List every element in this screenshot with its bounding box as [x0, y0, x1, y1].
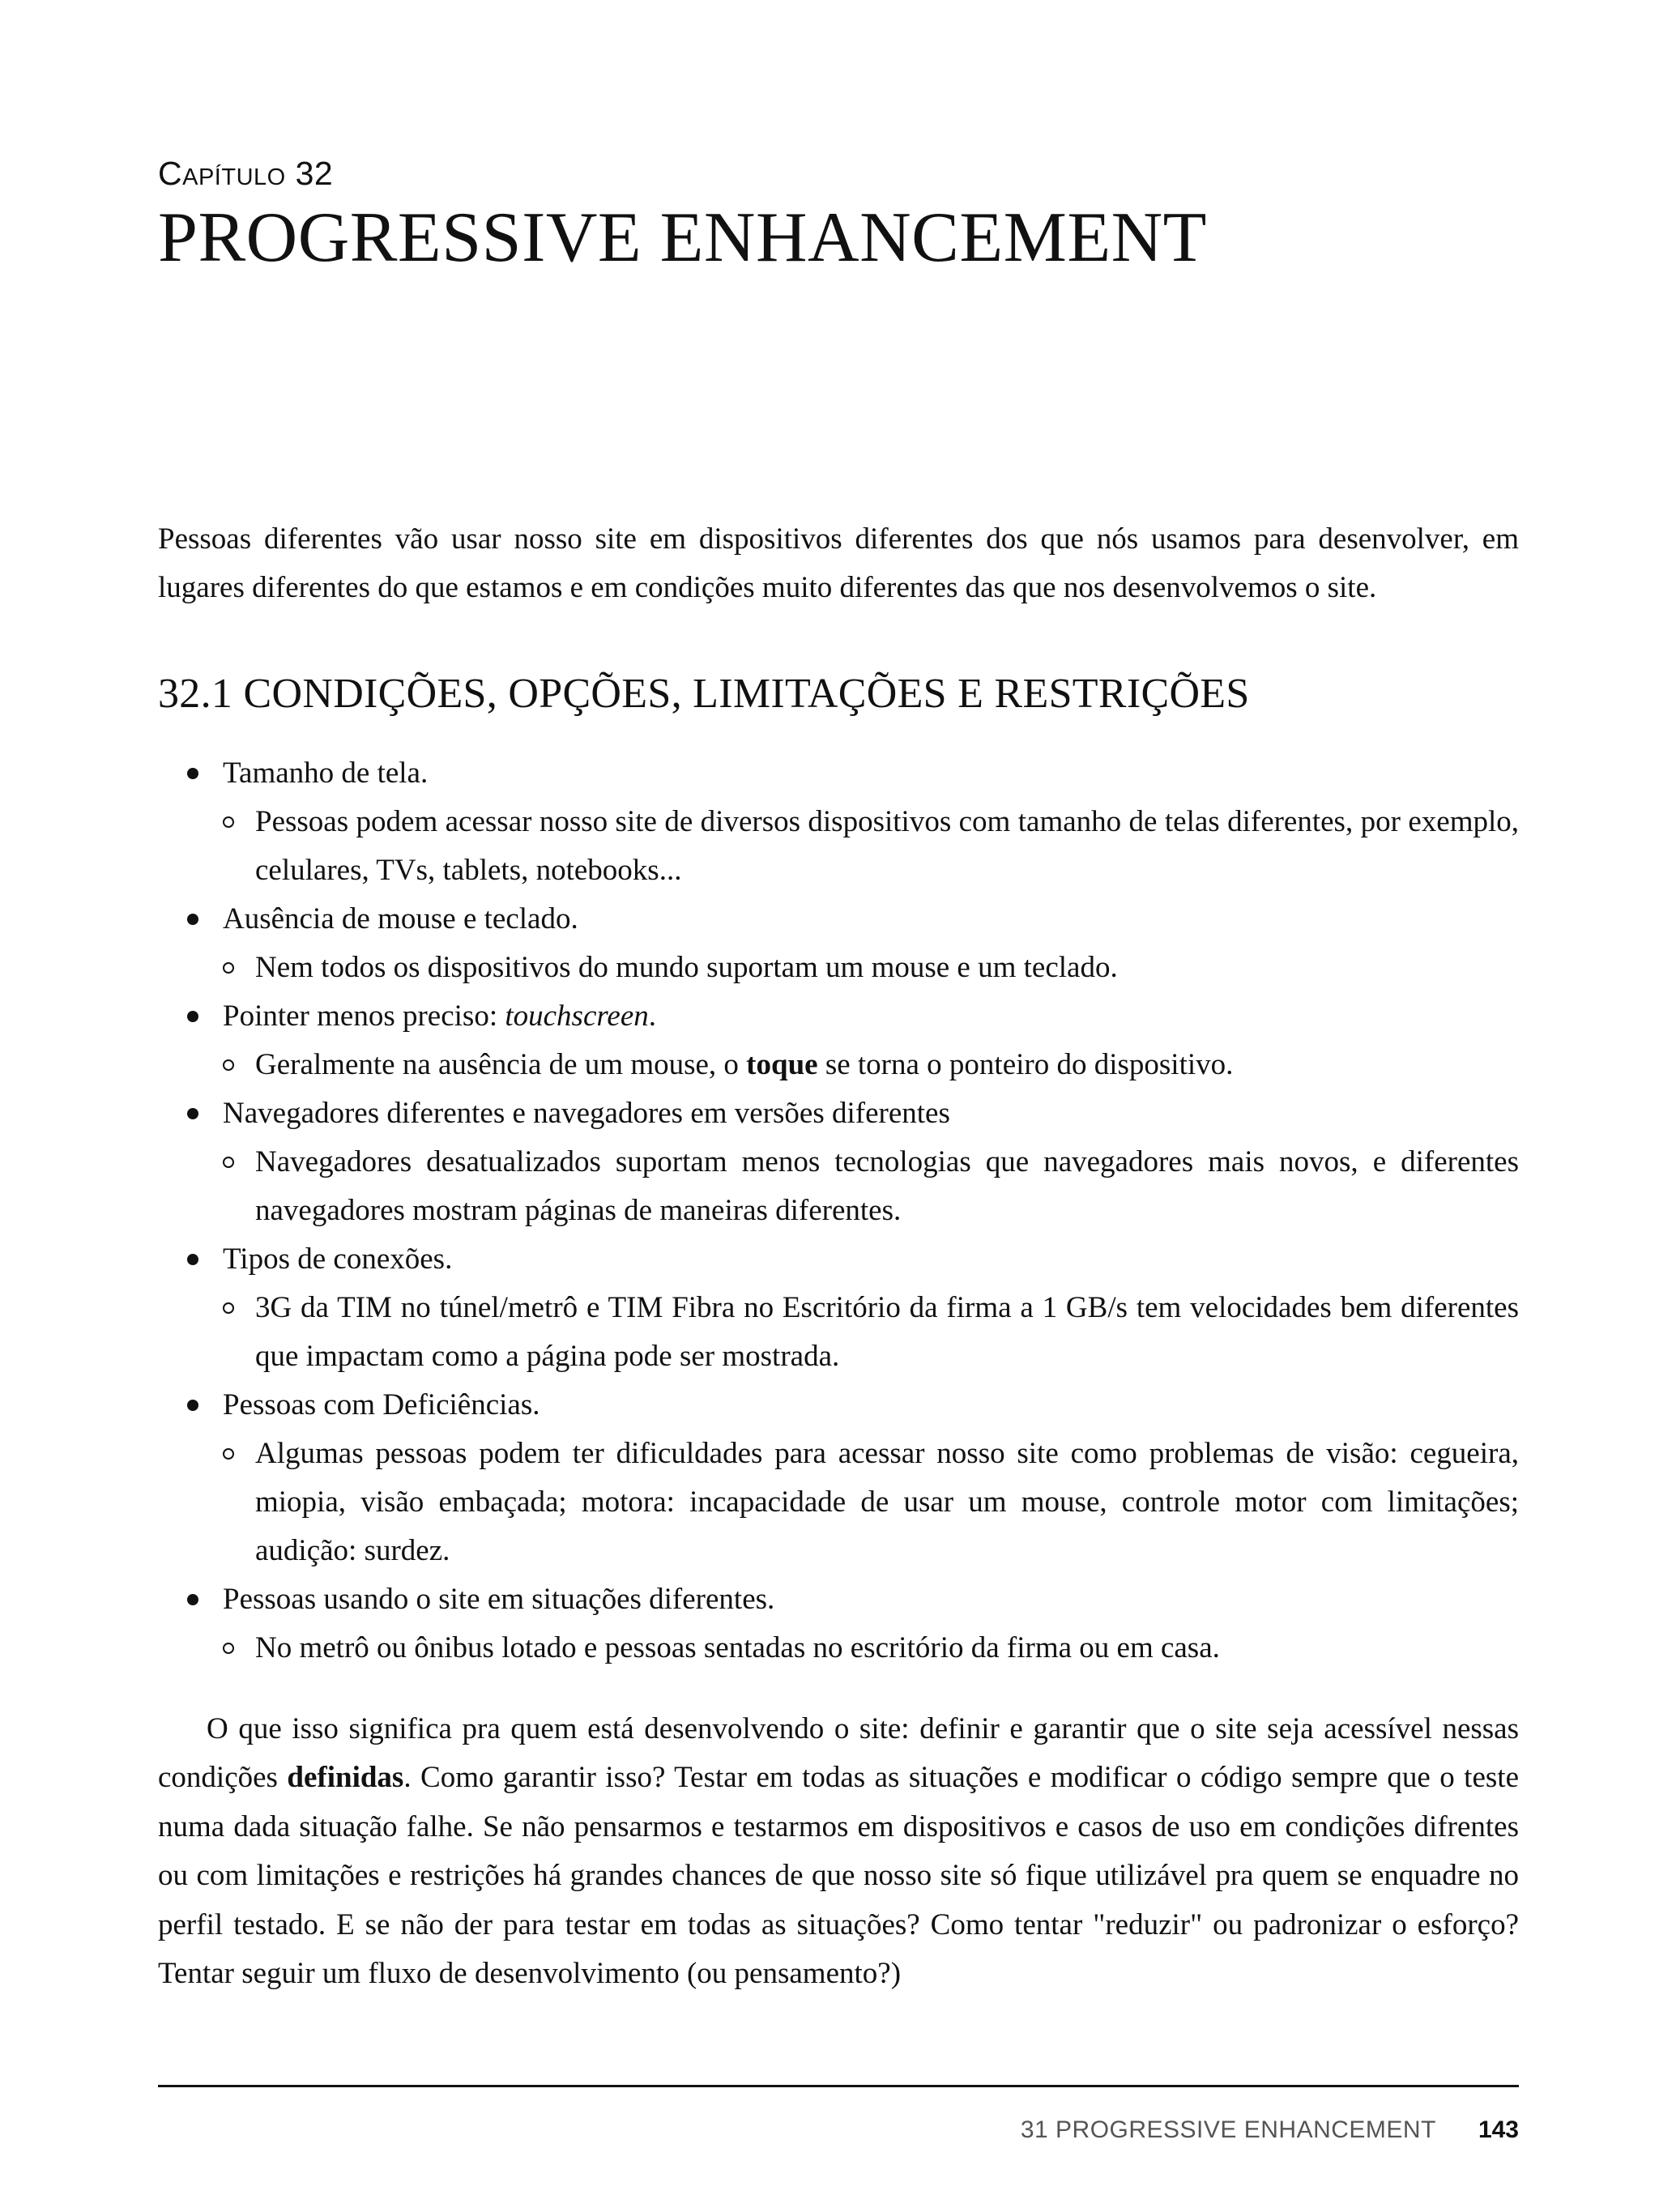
page-number: 143	[1478, 2116, 1519, 2143]
bullet-circle-icon	[223, 1302, 234, 1314]
bullet-disc-icon	[187, 1108, 198, 1119]
list-item-text: Pessoas usando o site em situações diferentes.	[223, 1582, 775, 1616]
sub-text-after: se torna o ponteiro do dispositivo.	[817, 1047, 1234, 1081]
sub-list-item-text: 3G da TIM no túnel/metrô e TIM Fibra no Escritório da firma a 1 GB/s tem velocidades bem diferentes que impactam como a página pode ser mostrada.	[255, 1290, 1519, 1373]
sub-list-item-text: Pessoas podem acessar nosso site de diversos dispositivos com tamanho de telas diferentes, por exemplo, celulares, TVs, tablets, notebooks...	[255, 804, 1519, 887]
sub-list-item	[223, 1138, 1519, 1235]
bullet-circle-icon	[223, 962, 234, 974]
sub-list-item	[223, 1284, 1519, 1381]
list-item-text-after: .	[648, 999, 657, 1033]
sub-list-item	[223, 798, 1519, 895]
list-item-emphasis: touchscreen	[505, 999, 649, 1033]
list-item	[158, 749, 1519, 895]
sub-list	[223, 1041, 1519, 1089]
bullet-circle-icon	[223, 1448, 234, 1460]
bullet-disc-icon	[187, 1400, 198, 1411]
sub-list-item-text	[255, 1048, 1233, 1081]
intro-paragraph: Pessoas diferentes vão usar nosso site em dispositivos diferentes dos que nós usamos para desenvolver, em lugares diferentes do que estamos e em condições muito diferentes das que nos desenvolvemos o site.	[158, 522, 1519, 605]
sub-list	[223, 1430, 1519, 1575]
closing-text-strong: definidas	[287, 1761, 404, 1795]
sub-list	[223, 798, 1519, 895]
list-item-text: Tipos de conexões.	[223, 1242, 453, 1276]
bullet-disc-icon	[187, 768, 198, 779]
chapter-label: Capítulo 32	[158, 155, 334, 192]
sub-list-item	[223, 1430, 1519, 1575]
section-title: 32.1 CONDIÇÕES, OPÇÕES, LIMITAÇÕES E RESTRIÇÕES	[158, 671, 1250, 718]
bullet-disc-icon	[187, 1594, 198, 1605]
footer-running-title: 31 PROGRESSIVE ENHANCEMENT	[1020, 2116, 1436, 2143]
bullet-circle-icon	[223, 1643, 234, 1654]
closing-text-before: O que isso significa pra quem está desenvolvendo o site: definir e garantir que o site seja acessível nessas condições	[158, 1711, 1519, 1795]
conditions-list	[158, 749, 1519, 1673]
footer-divider	[158, 2085, 1519, 2087]
page-footer	[1021, 2116, 1519, 2144]
closing-paragraph	[158, 1705, 1519, 1999]
sub-text-before: Geralmente na ausência de um mouse, o	[255, 1047, 747, 1081]
list-item-text-before: Pointer menos preciso:	[223, 999, 505, 1033]
bullet-disc-icon	[187, 1254, 198, 1265]
list-item-text: Navegadores diferentes e navegadores em versões diferentes	[223, 1096, 950, 1130]
closing-text-after: . Como garantir isso? Testar em todas as situações e modificar o código sempre que o teste numa dada situação falhe. Se não pensarmos e testarmos em dispositivos e casos de uso em condições difrentes ou com limitações e restrições há grandes chances de que nosso site só fique utilizável pra quem se enquadre no perfil testado. E se não der para testar em todas as situações? Como tentar "reduzir" ou padronizar o esforço? Tentar seguir um fluxo de desenvolvimento (ou pensamento?)	[158, 1761, 1519, 1991]
sub-list	[223, 1138, 1519, 1235]
bullet-circle-icon	[223, 1157, 234, 1168]
list-item-text: Tamanho de tela.	[223, 756, 429, 790]
sub-list-item	[223, 1624, 1519, 1673]
sub-list	[223, 1624, 1519, 1673]
sub-list-item	[223, 944, 1519, 992]
list-item	[158, 1381, 1519, 1575]
sub-list-item-text: No metrô ou ônibus lotado e pessoas sentadas no escritório da firma ou em casa.	[255, 1630, 1220, 1664]
document-page	[158, 154, 1519, 2029]
list-item	[158, 1089, 1519, 1235]
list-item-text: Pessoas com Deficiências.	[223, 1387, 540, 1421]
sub-text-strong: toque	[746, 1047, 818, 1081]
bullet-circle-icon	[223, 816, 234, 828]
bullet-disc-icon	[187, 914, 198, 925]
chapter-title: PROGRESSIVE ENHANCEMENT	[158, 198, 1207, 278]
bullet-circle-icon	[223, 1059, 234, 1071]
list-item-text: Ausência de mouse e teclado.	[223, 901, 578, 936]
sub-list	[223, 1284, 1519, 1381]
list-item	[158, 1235, 1519, 1381]
bullet-disc-icon	[187, 1011, 198, 1022]
sub-list-item	[223, 1041, 1519, 1089]
list-item-text	[223, 999, 656, 1033]
sub-list-item-text: Nem todos os dispositivos do mundo suportam um mouse e um teclado.	[255, 950, 1118, 984]
list-item	[158, 895, 1519, 992]
list-item	[158, 992, 1519, 1089]
sub-list-item-text: Algumas pessoas podem ter dificuldades para acessar nosso site como problemas de visão: cegueira, miopia, visão embaçada; motora: incapacidade de usar um mouse, controle motor com limitações; audição: surdez.	[255, 1436, 1519, 1567]
sub-list	[223, 944, 1519, 992]
sub-list-item-text: Navegadores desatualizados suportam menos tecnologias que navegadores mais novos, e diferentes navegadores mostram páginas de maneiras diferentes.	[255, 1144, 1519, 1227]
list-item	[158, 1575, 1519, 1673]
